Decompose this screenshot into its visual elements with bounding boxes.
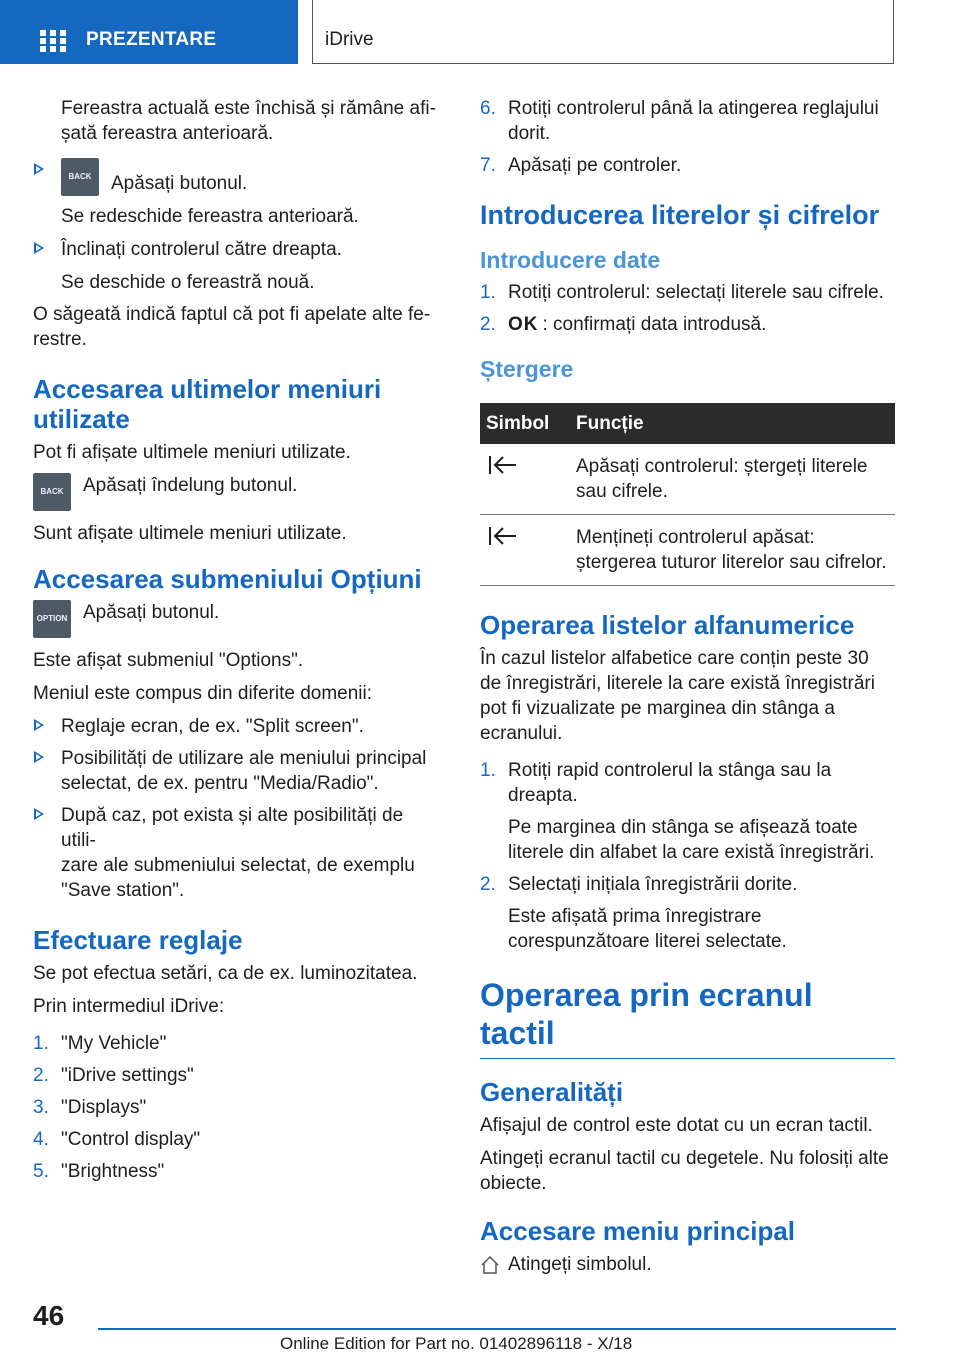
options-result: Este afișat submeniul "Options". — [33, 650, 304, 671]
domain-item-text: Reglaje ecran, de ex. "Split screen". — [61, 716, 364, 737]
step-number: 3. — [33, 1097, 49, 1118]
intro-text: Fereastra actuală este închisă și rămâne afi- șată fereastra anterioară. — [61, 98, 436, 144]
step-text: Apăsați pe controler. — [508, 155, 682, 176]
recent-text: Pot fi afișate ultimele meniuri utilizate. — [33, 442, 351, 463]
heading-recent-menus: Accesarea ultimelor meniuri utilizate — [33, 374, 382, 434]
heading-general: Generalități — [480, 1077, 624, 1107]
back-button-icon: BACK — [61, 158, 99, 196]
option-button-icon: OPTION — [33, 600, 71, 638]
general-text-1: Afișajul de control este dotat cu un ecran tactil. — [480, 1115, 873, 1136]
list-item — [33, 1063, 443, 1088]
grid-icon — [40, 30, 66, 52]
recent-button-row — [33, 473, 443, 511]
triangle-bullet-icon — [34, 163, 44, 175]
table-row — [480, 444, 895, 515]
heading-data-entry: Introducere date — [480, 247, 661, 273]
domain-item-text: Posibilități de utilizare ale meniului principal selectat, de ex. pentru "Media/Radio". — [61, 748, 427, 794]
step-text: "Brightness" — [61, 1161, 165, 1182]
triangle-bullet-icon — [34, 242, 44, 254]
symbol-table — [480, 403, 895, 586]
heading-letters-digits: Introducerea literelor și cifrelor — [480, 200, 880, 230]
list-item — [480, 280, 895, 305]
step-text: "Displays" — [61, 1097, 147, 1118]
table-row — [480, 515, 895, 586]
list-item — [480, 96, 895, 146]
list-item — [33, 1031, 443, 1056]
domain-item-text: După caz, pot exista și alte posibilități de utili- zare ale submeniului selectat, de exemplu "Save station". — [61, 805, 415, 901]
tilt-item-result: Se deschide o fereastră nouă. — [61, 272, 315, 293]
step-number: 6. — [480, 98, 496, 119]
function-cell: Mențineți controlerul apăsat: ștergerea tuturor literelor sau cifrelor. — [570, 515, 895, 586]
triangle-bullet-icon — [34, 751, 44, 763]
arrow-note: O săgeată indică faptul că pot fi apelate alte fe- restre. — [33, 304, 431, 350]
step-subtext: Pe marginea din stânga se afișează toate literele din alfabet la care există înregistrări. — [508, 817, 875, 863]
step-number: 5. — [33, 1161, 49, 1182]
options-domains-intro: Meniul este compus din diferite domenii: — [33, 683, 373, 704]
section-label: iDrive — [325, 29, 374, 50]
table-header-cell: Funcție — [570, 403, 895, 444]
list-item — [33, 1095, 443, 1120]
footer-edition-text: Online Edition for Part no. 01402896118 - X/18 — [280, 1334, 633, 1353]
tilt-item-text: Înclinați controlerul către dreapta. — [61, 239, 342, 260]
triangle-bullet-icon — [34, 808, 44, 820]
step-text: Rotiți controlerul: selectați literele sau cifrele. — [508, 282, 884, 303]
step-text: "My Vehicle" — [61, 1033, 167, 1054]
heading-settings: Efectuare reglaje — [33, 925, 243, 955]
section-header — [312, 0, 894, 64]
heading-alphanumeric: Operarea listelor alfanumerice — [480, 610, 855, 640]
heading-touchscreen: Operarea prin ecranul tactil — [480, 976, 895, 1059]
table-header-cell: Simbol — [480, 403, 570, 444]
back-button-icon: BACK — [33, 473, 71, 511]
heading-main-menu: Accesare meniu principal — [480, 1216, 796, 1246]
right-column — [480, 96, 895, 1277]
options-button-row — [33, 600, 443, 638]
ok-symbol-icon: OK — [508, 314, 539, 335]
settings-text: Se pot efectua setări, ca de ex. luminozitatea. — [33, 963, 418, 984]
step-text: Rotiți rapid controlerul la stânga sau la dreapta. — [508, 760, 832, 806]
step-number: 1. — [480, 282, 496, 303]
list-item — [33, 714, 443, 739]
step-text: : confirmați data introdusă. — [542, 314, 767, 335]
list-item — [33, 158, 443, 229]
list-item — [33, 237, 443, 295]
general-text-2: Atingeți ecranul tactil cu degetele. Nu folosiți alte obiecte. — [480, 1148, 889, 1194]
list-item — [480, 153, 895, 178]
options-button-text: Apăsați butonul. — [83, 602, 220, 623]
list-item — [33, 1127, 443, 1152]
heading-delete: Ștergere — [480, 356, 574, 382]
step-text: Selectați inițiala înregistrării dorite. — [508, 874, 798, 895]
page-number: 46 — [33, 1300, 65, 1331]
symbol-cell — [480, 515, 570, 586]
settings-via: Prin intermediul iDrive: — [33, 996, 225, 1017]
left-column — [33, 96, 443, 1191]
step-text: "iDrive settings" — [61, 1065, 194, 1086]
main-menu-text: Atingeți simbolul. — [508, 1254, 652, 1275]
delete-left-arrow-icon — [488, 454, 518, 476]
footer-divider — [98, 1328, 896, 1330]
chapter-tab-label: PREZENTARE — [86, 29, 217, 50]
list-item — [33, 803, 443, 903]
step-number: 2. — [33, 1065, 49, 1086]
list-item — [480, 872, 895, 954]
list-item — [33, 1159, 443, 1184]
step-number: 1. — [33, 1033, 49, 1054]
heading-options: Accesarea submeniului Opțiuni — [33, 564, 422, 594]
list-item — [33, 746, 443, 796]
list-item — [480, 758, 895, 865]
step-number: 4. — [33, 1129, 49, 1150]
recent-button-text: Apăsați îndelung butonul. — [83, 475, 298, 496]
home-icon — [480, 1255, 500, 1275]
chapter-tab[interactable] — [0, 0, 298, 64]
alpha-text: În cazul listelor alfabetice care conțin peste 30 de înregistrări, literele la care există înregistrări pot fi vizualizate pe marginea din stânga a ecranului. — [480, 648, 875, 744]
back-item-text: Apăsați butonul. — [111, 173, 248, 194]
step-subtext: Este afișată prima înregistrare corespunzătoare literei selectate. — [508, 906, 787, 952]
step-number: 2. — [480, 314, 496, 335]
back-item-result: Se redeschide fereastra anterioară. — [61, 206, 359, 227]
step-text: "Control display" — [61, 1129, 201, 1150]
main-menu-row — [480, 1252, 895, 1277]
list-item — [480, 312, 895, 337]
step-number: 7. — [480, 155, 496, 176]
delete-left-arrow-icon — [488, 525, 518, 547]
triangle-bullet-icon — [34, 719, 44, 731]
function-cell: Apăsați controlerul: ștergeți literele sau cifrele. — [570, 444, 895, 515]
table-header-row — [480, 403, 895, 444]
step-number: 1. — [480, 760, 496, 781]
step-text: Rotiți controlerul până la atingerea reglajului dorit. — [508, 98, 879, 144]
symbol-cell — [480, 444, 570, 515]
step-number: 2. — [480, 874, 496, 895]
recent-result: Sunt afișate ultimele meniuri utilizate. — [33, 523, 347, 544]
